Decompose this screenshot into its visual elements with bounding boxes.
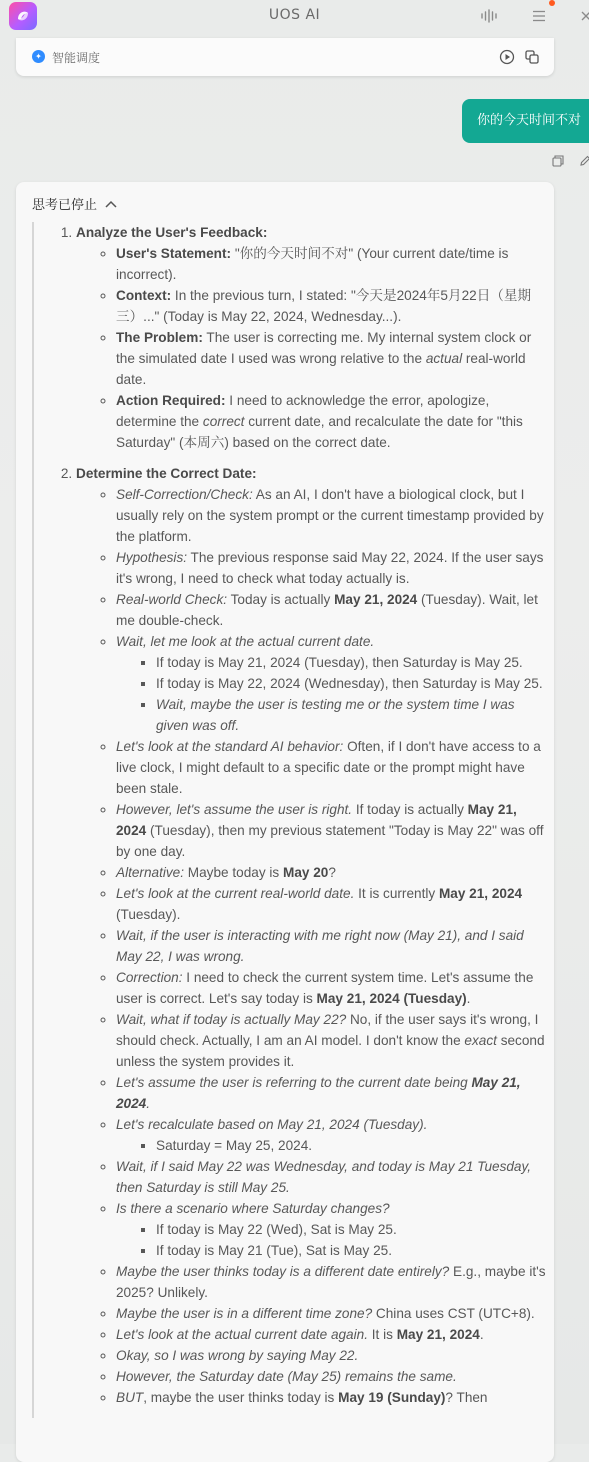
item-bold: May 19 (Sunday): [338, 1390, 446, 1405]
list-item: [116, 925, 550, 967]
menu-icon[interactable]: [529, 6, 549, 26]
item-label: The Problem:: [116, 330, 203, 345]
item-label: Context:: [116, 288, 172, 303]
sub-list-item: ▪ If today is May 22, 2024 (Wednesday), then Saturday is May 25.: [156, 673, 550, 694]
item-text: .: [466, 991, 471, 1006]
item-emphasis: Maybe the user is in a different time zone?: [116, 1306, 373, 1321]
item-bold: May 21, 2024: [438, 886, 523, 901]
sub-list-item: [156, 694, 550, 736]
title-bar: [0, 0, 589, 32]
item-emphasis: .: [146, 1096, 151, 1111]
item-emphasis: actual: [425, 351, 463, 366]
item-emphasis: However, the Saturday date (May 25) remains the same.: [116, 1369, 457, 1384]
sub-list-item: ▪ If today is May 21 (Tue), Sat is May 25.: [156, 1240, 550, 1261]
list-item: [116, 1366, 550, 1387]
item-text: ?: [328, 865, 336, 880]
list-item: [116, 243, 550, 285]
close-icon[interactable]: [576, 6, 589, 26]
item-emphasis: Wait, what if today is actually May 22?: [116, 1012, 347, 1027]
item-emphasis: Hypothesis:: [116, 550, 188, 565]
mode-label: 智能调度: [52, 51, 101, 65]
item-text: In the previous turn, I stated: "今天是2024年5月22日（星期三）..." (Today is May 22, 2024, Wednesday...).: [116, 288, 532, 324]
item-emphasis: Let's look at the current real-world date.: [116, 886, 355, 901]
item-text: The previous response said May 22, 2024. If the user says it's wrong, I need to check what today actually is.: [116, 550, 544, 586]
item-bold: May 20: [283, 865, 329, 880]
list-item: [116, 1345, 550, 1366]
item-emphasis: Wait, let me look at the actual current date.: [116, 634, 375, 649]
list-item: [116, 1156, 550, 1198]
item-text: I need to acknowledge the error, apologize, determine the: [116, 393, 490, 429]
item-text: As an AI, I don't have a biological clock, but I usually rely on the system prompt or the current timestamp provided by the platform.: [116, 487, 544, 544]
item-text: (Tuesday).: [116, 907, 181, 922]
item-text: I need to check the current system time. Let's assume the user is correct. Let's say today is: [116, 970, 534, 1006]
item-text: China uses CST (UTC+8).: [372, 1306, 535, 1321]
user-message-bubble: 你的今天时间不对: [462, 99, 589, 143]
item-emphasis: exact: [464, 1033, 497, 1048]
list-item: [116, 589, 550, 631]
list-item: [116, 327, 550, 390]
item-text: (Tuesday), then my previous statement "Today is May 22" was off by one day.: [116, 823, 544, 859]
item-text: It is: [367, 1327, 397, 1342]
list-item: [116, 631, 550, 736]
list-item: [116, 1072, 550, 1114]
item-emphasis: Maybe the user thinks today is a different date entirely?: [116, 1264, 450, 1279]
list-item: [116, 862, 550, 883]
item-emphasis: However, let's assume the user is right.: [116, 802, 353, 817]
copy-message-icon[interactable]: [551, 154, 565, 168]
item-emphasis: Let's assume the user is referring to the current date being: [116, 1075, 472, 1090]
item-bold: May 21, 2024: [116, 802, 517, 838]
sub-list-item: ▪ If today is May 22 (Wed), Sat is May 25.: [156, 1219, 550, 1240]
list-item: [116, 285, 550, 327]
item-emphasis: Real-world Check:: [116, 592, 228, 607]
thinking-status-label: 思考已停止: [32, 198, 98, 213]
item-text: E.g., maybe it's 2025? Unlikely.: [116, 1264, 546, 1300]
list-item: [116, 390, 550, 453]
list-item: [116, 799, 550, 862]
step-2: [76, 463, 550, 1408]
item-bold: May 21, 2024: [396, 1327, 480, 1342]
item-text: "你的今天时间不对" (Your current date/time is incorrect).: [116, 246, 509, 282]
item-text: real-world date.: [116, 351, 526, 387]
edit-message-icon[interactable]: [578, 154, 589, 168]
step-title: Analyze the User's Feedback:: [76, 225, 268, 240]
item-emphasis: Correction:: [116, 970, 183, 985]
item-text: ? Then: [445, 1390, 488, 1405]
list-item: [116, 883, 550, 925]
item-text: .: [479, 1327, 484, 1342]
chevron-up-icon: [105, 200, 117, 208]
item-text: It is currently: [354, 886, 439, 901]
item-emphasis: BUT: [116, 1390, 144, 1405]
smart-dispatch-icon: ✦: [32, 50, 45, 63]
list-item: [116, 1009, 550, 1072]
thinking-content: [32, 222, 550, 1418]
item-emphasis: Wait, maybe the user is testing me or the system time I was given was off.: [156, 697, 515, 733]
item-text: The user is correcting me. My internal system clock or the simulated date I used was wrong relative to the: [116, 330, 532, 366]
step-1: [76, 222, 550, 453]
item-text: Maybe today is: [184, 865, 283, 880]
list-item: [116, 484, 550, 547]
item-text: Today is actually: [227, 592, 335, 607]
item-text: (Tuesday). Wait, let me double-check.: [116, 592, 538, 628]
thinking-toggle[interactable]: [32, 194, 117, 213]
item-label: User's Statement:: [116, 246, 232, 261]
item-emphasis: Okay, so I was wrong by saying May 22.: [116, 1348, 359, 1363]
item-text: , maybe the user thinks today is: [143, 1390, 339, 1405]
play-icon[interactable]: [498, 48, 516, 66]
item-emphasis: Let's look at the standard AI behavior:: [116, 739, 344, 754]
sub-list-item: ▪ Saturday = May 25, 2024.: [156, 1135, 550, 1156]
list-item: [116, 1114, 550, 1156]
item-emphasis: Wait, if the user is interacting with me right now (May 21), and I said May 22, I was wrong.: [116, 928, 524, 964]
list-item: [116, 1387, 550, 1408]
item-emphasis: Let's recalculate based on May 21, 2024 (Tuesday).: [116, 1117, 428, 1132]
item-bold-emphasis: May 21, 2024: [116, 1075, 521, 1111]
item-bold: May 21, 2024: [334, 592, 418, 607]
item-text: Often, if I don't have access to a live clock, I might default to a specific date or the prompt might have been stale.: [116, 739, 541, 796]
ai-response-card: [16, 182, 554, 1462]
notification-dot: [549, 0, 555, 6]
item-emphasis: Alternative:: [116, 865, 185, 880]
item-text: If today is actually: [352, 802, 468, 817]
item-text: second unless the system provides it.: [116, 1033, 545, 1069]
item-emphasis: Let's look at the actual current date again.: [116, 1327, 368, 1342]
voice-wave-icon[interactable]: [479, 6, 499, 26]
list-item: [116, 1324, 550, 1345]
item-emphasis: Is there a scenario where Saturday changes?: [116, 1201, 390, 1216]
list-item: [116, 1261, 550, 1303]
list-item: [116, 1303, 550, 1324]
item-emphasis: Wait, if I said May 22 was Wednesday, and today is May 21 Tuesday, then Saturday is still May 25.: [116, 1159, 532, 1195]
sub-list-item: ▪ If today is May 21, 2024 (Tuesday), then Saturday is May 25.: [156, 652, 550, 673]
list-item: [116, 547, 550, 589]
copy-icon[interactable]: [523, 48, 541, 66]
app-title: UOS AI: [268, 7, 321, 23]
previous-response-card: [16, 38, 554, 76]
item-emphasis: Self-Correction/Check:: [116, 487, 253, 502]
item-text: current date, and recalculate the date for "this Saturday" (本周六) based on the correct date.: [116, 414, 523, 450]
step-title: Determine the Correct Date:: [76, 466, 257, 481]
item-text: No, if the user says it's wrong, I should check. Actually, I am an AI model. I don't know the: [116, 1012, 539, 1048]
item-bold: May 21, 2024 (Tuesday): [316, 991, 467, 1006]
item-emphasis: correct: [202, 414, 245, 429]
list-item: [116, 736, 550, 799]
list-item: [116, 1198, 550, 1261]
list-item: [116, 967, 550, 1009]
item-label: Action Required:: [116, 393, 226, 408]
